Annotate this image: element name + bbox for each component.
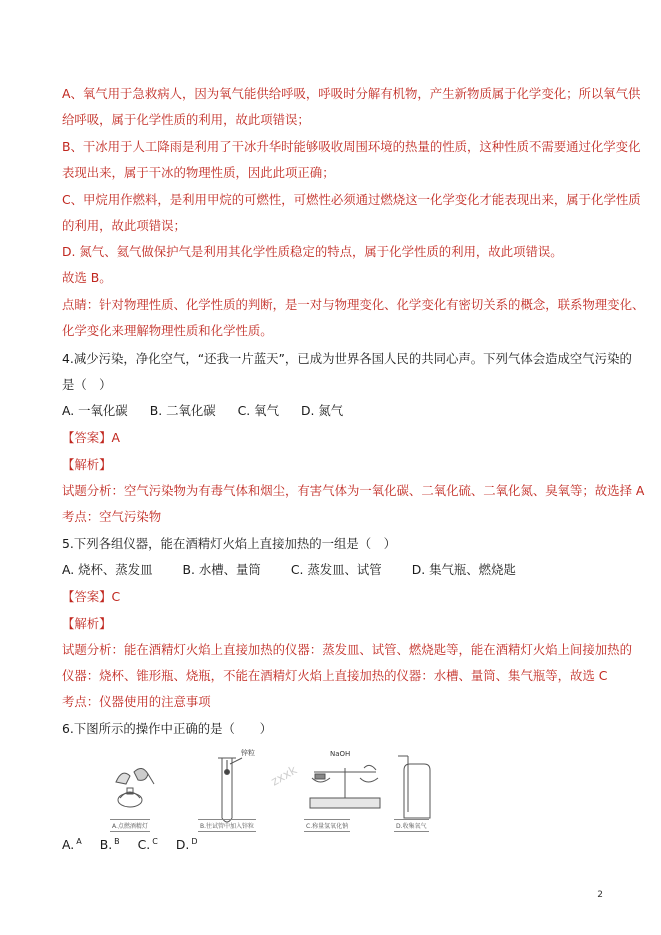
- naoh-label: NaOH: [330, 750, 351, 758]
- explanation-line: D. 氮气、氦气做保护气是利用其化学性质稳定的特点，属于化学性质的利用，故此项错误。: [62, 244, 563, 259]
- question-4-text: 4.减少污染，净化空气，“还我一片蓝天”，已成为世界各国人民的共同心声。下列气体会造成空气污染的: [62, 351, 632, 366]
- svg-text:zxxk: zxxk: [268, 762, 300, 789]
- zinc-label: 锌粒: [241, 749, 255, 757]
- analysis-label: 【解析】: [62, 457, 112, 472]
- explanation-line: A、氧气用于急救病人，因为氧气能供给呼吸，呼吸时分解有机物，产生新物质属于化学变化；所以氧气供: [62, 86, 641, 101]
- question-4-text: 是（ ）: [62, 377, 112, 392]
- explanation-line: 的利用，故此项错误；: [62, 218, 186, 233]
- option-a: A. 烧杯、蒸发皿: [62, 562, 153, 577]
- explanation-line: 故选 B。: [62, 270, 112, 285]
- option-c: C. 氧气: [237, 403, 279, 418]
- option-c: C. $^C$: [137, 837, 158, 852]
- explanation-line: 给呼吸，属于化学性质的利用，故此项错误；: [62, 112, 310, 127]
- caption-c: C.称量氢氧化钠: [304, 819, 350, 832]
- analysis-text: 试题分析：空气污染物为有毒气体和烟尘，有害气体为一氧化碳、二氧化硫、二氧化氮、臭氧等；故选择 A: [62, 483, 645, 498]
- knowledge-point: 考点：空气污染物: [62, 509, 162, 524]
- answer-label: 【答案】C: [62, 589, 121, 604]
- option-d: D. $^D$: [175, 837, 198, 852]
- page-number: 2: [597, 890, 603, 900]
- explanation-line: 表现出来，属于干冰的物理性质，因此此项正确；: [62, 165, 335, 180]
- explanation-line: B、干冰用于人工降雨是利用了干冰升华时能够吸收周围环境的热量的性质，这种性质不需要通过化学变化: [62, 139, 641, 154]
- option-d: D. 氮气: [300, 403, 344, 418]
- option-b: B. $^B$: [99, 837, 120, 852]
- tip-line: 化学变化来理解物理性质和化学性质。: [62, 323, 273, 338]
- option-b: B. 二氧化碳: [149, 403, 216, 418]
- question-5-options: [62, 562, 607, 578]
- caption-b: B.往试管中加入锌粒: [198, 819, 256, 832]
- question-5-text: 5.下列各组仪器，能在酒精灯火焰上直接加热的一组是（ ）: [62, 536, 396, 551]
- option-b: B. 水槽、量筒: [182, 562, 261, 577]
- option-c: C. 蒸发皿、试管: [290, 562, 382, 577]
- question-4-options: [62, 403, 607, 419]
- question-6-text: 6.下图所示的操作中正确的是（ ）: [62, 721, 273, 736]
- analysis-label: 【解析】: [62, 616, 112, 631]
- option-d: D. 集气瓶、燃烧匙: [411, 562, 516, 577]
- analysis-text: 试题分析：能在酒精灯火焰上直接加热的仪器：蒸发皿、试管、燃烧匙等，能在酒精灯火焰上间接加热的: [62, 642, 632, 657]
- answer-label: 【答案】A: [62, 430, 121, 445]
- analysis-text: 仪器：烧杯、锥形瓶、烧瓶，不能在酒精灯火焰上直接加热的仪器：水槽、量筒、集气瓶等，故选 C: [62, 668, 608, 683]
- tip-line: 点睛：针对物理性质、化学性质的判断，是一对与物理变化、化学变化有密切关系的概念，联系物理变化、: [62, 297, 645, 312]
- option-a: A. 一氧化碳: [62, 403, 128, 418]
- question-6-options: [62, 837, 215, 852]
- caption-d: D.收集氧气: [394, 819, 429, 832]
- explanation-line: C、甲烷用作燃料，是利用甲烷的可燃性，可燃性必须通过燃烧这一化学变化才能表现出来，属于化学性质: [62, 192, 641, 207]
- option-a: A. $^A$: [62, 837, 82, 852]
- operations-figure: [104, 746, 476, 832]
- knowledge-point: 考点：仪器使用的注意事项: [62, 694, 211, 709]
- caption-a: A.点燃酒精灯: [110, 819, 150, 832]
